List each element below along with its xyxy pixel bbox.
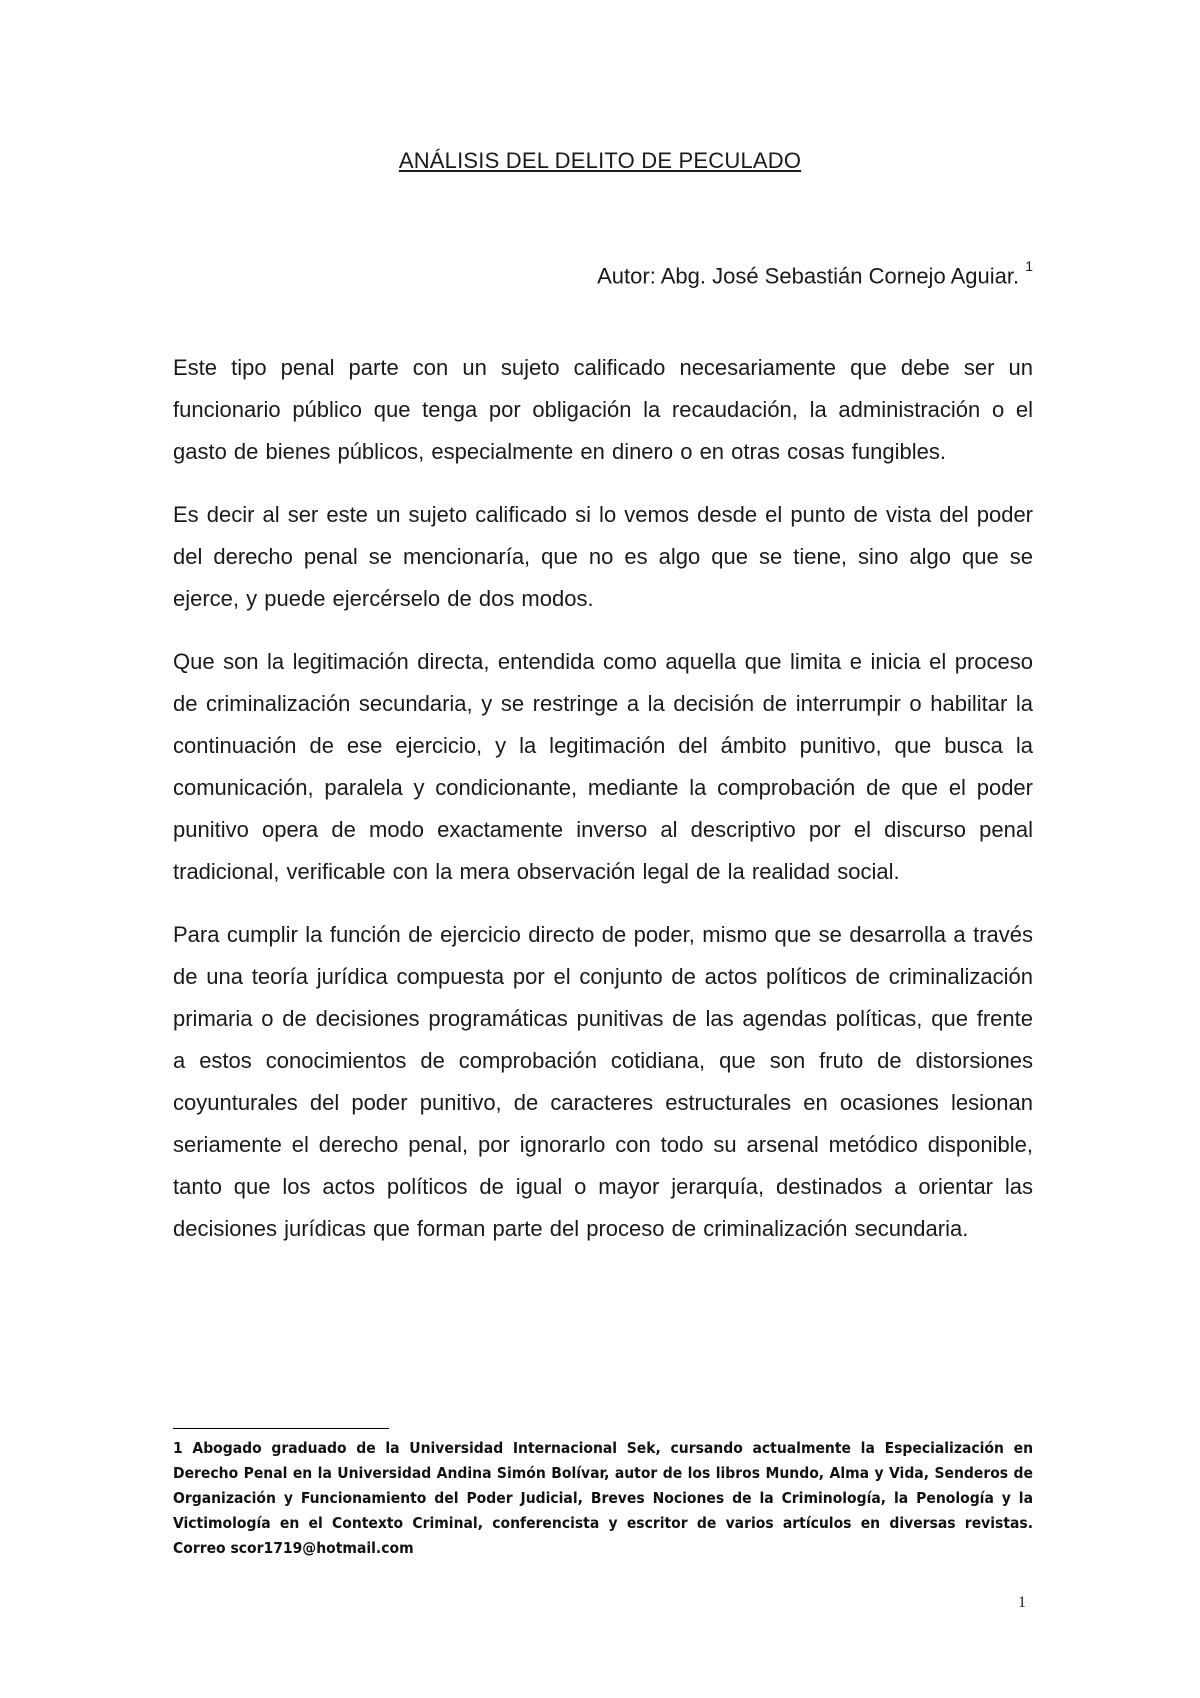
body-text	[173, 347, 1033, 1271]
footnote-reference[interactable]: 1	[1025, 258, 1033, 274]
author-line	[173, 258, 1033, 289]
author-name: Autor: Abg. José Sebastián Cornejo Aguiar.	[597, 263, 1020, 289]
paragraph: Que son la legitimación directa, entendida como aquella que limita e inicia el proceso de criminalización secundaria, y se restringe a la decisión de interrumpir o habilitar la continuación de ese ejercicio, y la legitimación del ámbito punitivo, que busca la comunicación, paralela y condicionante, mediante la comprobación de que el poder punitivo opera de modo exactamente inverso al descriptivo por el discurso penal tradicional, verificable con la mera observación legal de la realidad social.	[173, 649, 1033, 884]
paragraph: Es decir al ser este un sujeto calificado si lo vemos desde el punto de vista del poder del derecho penal se mencionaría, que no es algo que se tiene, sino algo que se ejerce, y puede ejercérselo de dos modos.	[173, 502, 1033, 611]
document-title: ANÁLISIS DEL DELITO DE PECULADO	[398, 148, 802, 173]
footnote-text: 1 Abogado graduado de la Universidad Internacional Sek, cursando actualmente la Especialización en Derecho Penal en la Universidad Andina Simón Bolívar, autor de los libros Mundo, Alma y Vida, Senderos de Organización y Funcionamiento del Poder Judicial, Breves Nociones de la Criminología, la Penología y la Victimología en el Contexto Criminal, conferencista y escritor de varios artículos en diversas revistas. Correo scor1719@hotmail.com	[173, 1439, 1033, 1557]
footnote-separator	[173, 1428, 389, 1429]
paragraph: Este tipo penal parte con un sujeto calificado necesariamente que debe ser un funcionario público que tenga por obligación la recaudación, la administración o el gasto de bienes públicos, especialmente en dinero o en otras cosas fungibles.	[173, 355, 1033, 464]
paragraph: Para cumplir la función de ejercicio directo de poder, mismo que se desarrolla a través de una teoría jurídica compuesta por el conjunto de actos políticos de criminalización primaria o de decisiones programáticas punitivas de las agendas políticas, que frente a estos conocimientos de comprobación cotidiana, que son fruto de distorsiones coyunturales del poder punitivo, de caracteres estructurales en ocasiones lesionan seriamente el derecho penal, por ignorarlo con todo su arsenal metódico disponible, tanto que los actos políticos de igual o mayor jerarquía, destinados a orientar las decisiones jurídicas que forman parte del proceso de criminalización secundaria.	[173, 922, 1033, 1241]
page-number: 1	[1018, 1594, 1026, 1611]
